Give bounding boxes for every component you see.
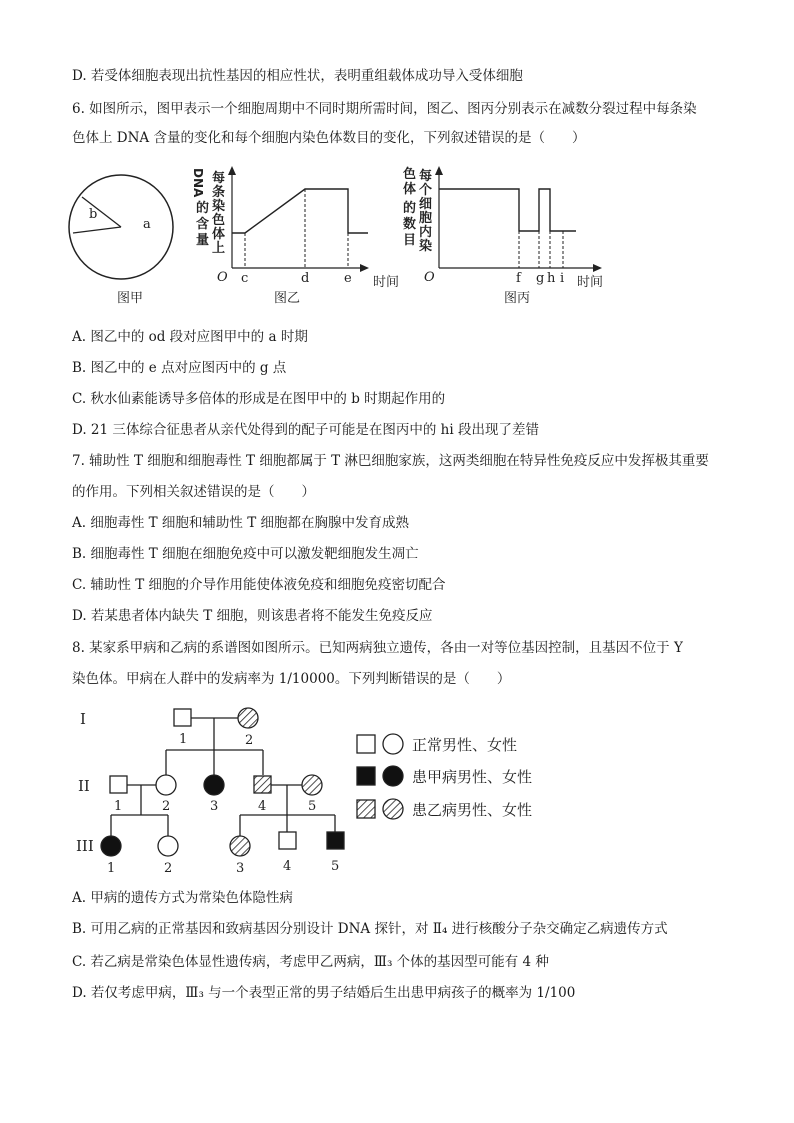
- svg-text:的: 的: [196, 201, 210, 216]
- text-line-12: C. 辅助性 T 细胞的介导作用能使体液免疫和细胞免疫密切配合: [72, 577, 446, 593]
- text-line-15: 染色体。甲病在人群中的发病率为 1/10000。下列判断错误的是（ ）: [72, 671, 511, 687]
- gen2-male-4: [254, 776, 271, 793]
- bing-ylabel: [403, 166, 432, 254]
- text-line-18: C. 若乙病是常染色体显性遗传病，考虑甲乙两病，Ⅲ₃ 个体的基因型可能有 4 种: [72, 954, 549, 970]
- svg-text:体: 体: [212, 227, 226, 242]
- svg-text:3: 3: [236, 861, 245, 876]
- gen2-female-5: [302, 775, 322, 795]
- sector-label-b: b: [89, 207, 98, 222]
- svg-text:含: 含: [196, 217, 210, 232]
- svg-text:个: 个: [419, 183, 433, 198]
- svg-text:每: 每: [212, 171, 226, 186]
- gen1-female-2: [238, 708, 258, 728]
- figure-jia: [69, 175, 173, 306]
- text-line-7: D. 21 三体综合征患者从亲代处得到的配子可能是在图丙中的 hi 段出现了差错: [72, 422, 539, 438]
- gen2-male-1: [110, 776, 127, 793]
- svg-text:2: 2: [245, 733, 254, 748]
- gen-label-2: II: [78, 777, 90, 795]
- bing-tick-f: f: [516, 271, 521, 286]
- legend-normal: 正常男性、女性: [412, 736, 518, 754]
- yi-tick-d: d: [301, 271, 310, 286]
- bing-chromosome-curve: [439, 189, 576, 231]
- figure-yi: [191, 166, 399, 306]
- svg-text:色: 色: [403, 167, 417, 182]
- gen3-female-1: [101, 836, 121, 856]
- gen1-male-1: [174, 709, 191, 726]
- svg-text:量: 量: [196, 233, 210, 248]
- gen3-male-5: [327, 832, 344, 849]
- gen3-female-3: [230, 836, 250, 856]
- bing-tick-g: g: [536, 271, 545, 286]
- caption-bing: 图丙: [504, 291, 531, 306]
- gen3-male-4: [279, 832, 296, 849]
- text-line-5: B. 图乙中的 e 点对应图丙中的 g 点: [72, 360, 287, 376]
- svg-text:5: 5: [308, 799, 317, 814]
- svg-text:内: 内: [419, 225, 433, 240]
- yi-dna-curve: [232, 189, 368, 233]
- text-line-2: 6. 如图所示，图甲表示一个细胞周期中不同时期所需时间，图乙、图丙分别表示在减数分裂过程中每条染: [72, 101, 697, 117]
- text-line-19: D. 若仅考虑甲病，Ⅲ₃ 与一个表型正常的男子结婚后生出患甲病孩子的概率为 1/100: [72, 985, 576, 1001]
- yi-origin: O: [217, 270, 228, 285]
- text-line-13: D. 若某患者体内缺失 T 细胞，则该患者将不能发生免疫反应: [72, 608, 433, 624]
- bing-tick-h: h: [547, 271, 556, 286]
- sector-line-2: [73, 227, 121, 233]
- text-line-6: C. 秋水仙素能诱导多倍体的形成是在图甲中的 b 时期起作用的: [72, 391, 446, 407]
- figure-bing: [403, 166, 603, 306]
- bing-xlabel: 时间: [577, 275, 604, 290]
- text-line-4: A. 图乙中的 od 段对应图甲中的 a 时期: [72, 329, 308, 345]
- pedigree-legend: [357, 734, 532, 819]
- text-line-3: 色体上 DNA 含量的变化和每个细胞内染色体数目的变化，下列叙述错误的是（ ）: [72, 130, 586, 146]
- svg-text:2: 2: [164, 861, 173, 876]
- text-line-11: B. 细胞毒性 T 细胞在细胞免疫中可以激发靶细胞发生凋亡: [72, 546, 419, 562]
- text-line-17: B. 可用乙病的正常基因和致病基因分别设计 DNA 探针，对 Ⅱ₄ 进行核酸分子杂交确定乙病遗传方式: [72, 921, 668, 937]
- svg-text:染: 染: [212, 199, 226, 214]
- svg-text:1: 1: [114, 799, 123, 814]
- svg-text:每: 每: [419, 169, 433, 184]
- text-line-16: A. 甲病的遗传方式为常染色体隐性病: [72, 890, 293, 906]
- svg-text:体: 体: [403, 182, 417, 197]
- text-line-1: D. 若受体细胞表现出抗性基因的相应性状，表明重组载体成功导入受体细胞: [72, 68, 523, 84]
- svg-text:条: 条: [212, 185, 226, 200]
- legend-disease-yi: 患乙病男性、女性: [412, 801, 533, 819]
- svg-text:色: 色: [212, 213, 226, 228]
- svg-text:4: 4: [283, 859, 292, 874]
- gen2-female-2: [156, 775, 176, 795]
- svg-text:的: 的: [403, 201, 417, 216]
- caption-yi: 图乙: [274, 291, 301, 306]
- svg-text:4: 4: [258, 799, 267, 814]
- svg-text:1: 1: [107, 861, 116, 876]
- text-line-8: 7. 辅助性 T 细胞和细胞毒性 T 细胞都属于 T 淋巴细胞家族，这两类细胞在特异性免疫反应中发挥极其重要: [72, 453, 709, 469]
- text-line-9: 的作用。下列相关叙述错误的是（ ）: [72, 484, 315, 500]
- gen-label-1: I: [80, 710, 86, 728]
- svg-text:细: 细: [419, 197, 433, 212]
- svg-text:1: 1: [179, 732, 188, 747]
- text-line-10: A. 细胞毒性 T 细胞和辅助性 T 细胞都在胸腺中发育成熟: [72, 515, 410, 531]
- sector-line-1: [82, 197, 121, 227]
- svg-text:染: 染: [419, 239, 433, 254]
- caption-jia: 图甲: [117, 291, 144, 306]
- yi-dna-label: DNA: [191, 168, 205, 198]
- gen2-female-3: [204, 775, 224, 795]
- svg-text:3: 3: [210, 799, 219, 814]
- bing-origin: O: [424, 270, 435, 285]
- svg-text:目: 目: [403, 233, 417, 248]
- gen-label-3: III: [76, 837, 94, 855]
- svg-text:数: 数: [403, 217, 417, 232]
- svg-text:2: 2: [162, 799, 171, 814]
- text-line-14: 8. 某家系甲病和乙病的系谱图如图所示。已知两病独立遗传，各由一对等位基因控制，且基因不位于 Y: [72, 640, 683, 656]
- yi-tick-c: c: [241, 271, 249, 286]
- svg-text:胞: 胞: [419, 211, 433, 226]
- sector-label-a: a: [143, 217, 151, 232]
- pedigree-chart: [76, 708, 532, 876]
- yi-tick-e: e: [344, 271, 352, 286]
- legend-disease-jia: 患甲病男性、女性: [412, 768, 533, 786]
- svg-text:5: 5: [331, 859, 340, 874]
- svg-text:上: 上: [212, 241, 226, 256]
- bing-tick-i: i: [560, 271, 565, 286]
- yi-xlabel: 时间: [373, 275, 400, 290]
- gen3-female-2: [158, 836, 178, 856]
